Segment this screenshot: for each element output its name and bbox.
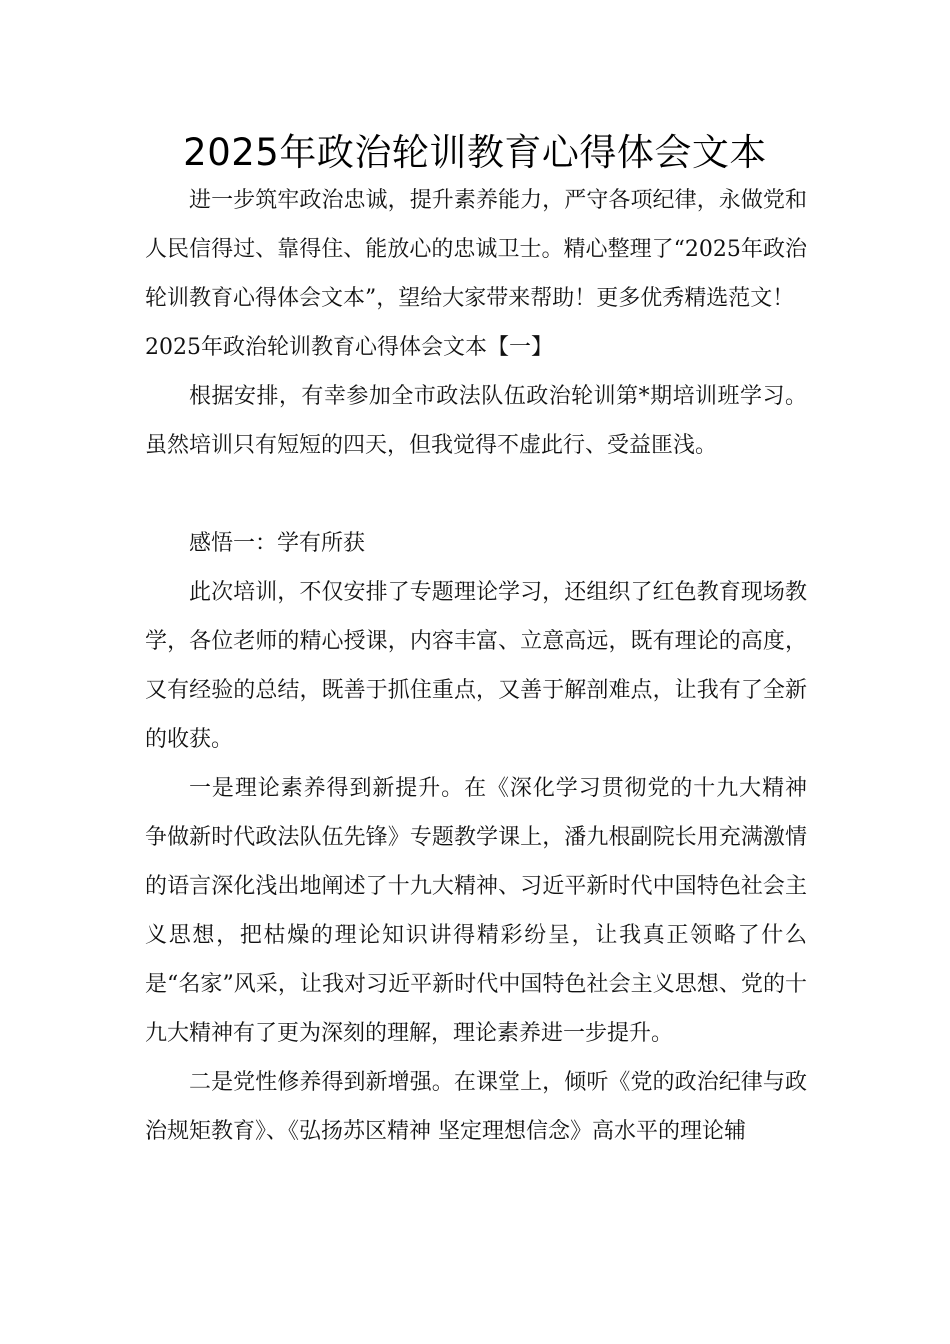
document-title: 2025年政治轮训教育心得体会文本 xyxy=(183,131,767,174)
intro-paragraph: 进一步筑牢政治忠诚，提升素养能力，严守各项纪律，永做党和人民信得过、靠得住、能放心的忠诚卫士。精心整理了“2025年政治轮训教育心得体会文本”，望给大家带来帮助！更多优秀精选范文！ xyxy=(145,188,807,311)
paragraph-3: 一是理论素养得到新提升。在《深化学习贯彻党的十九大精神 争做新时代政法队伍先锋》专题教学课上，潘九根副院长用充满激情的语言深化浅出地阐述了十九大精神、习近平新时代中国特色社会主义思想，把枯燥的理论知识讲得精彩纷呈，让我真正领略了什么是“名家”风采，让我对习近平新时代中国特色社会主义思想、党的十九大精神有了更为深刻的理解，理论素养进一步提升。 xyxy=(145,776,807,1046)
subheading: 感悟一：学有所获 xyxy=(189,531,366,556)
paragraph-2: 此次培训，不仅安排了专题理论学习，还组织了红色教育现场教学，各位老师的精心授课，内容丰富、立意高远，既有理论的高度，又有经验的总结，既善于抓住重点，又善于解剖难点，让我有了全新的收获。 xyxy=(145,580,807,752)
blank-line xyxy=(145,470,807,519)
section-heading: 2025年政治轮训教育心得体会文本【一】 xyxy=(145,335,553,360)
paragraph-4: 二是党性修养得到新增强。在课堂上，倾听《党的政治纪律与政治规矩教育》、《弘扬苏区精神 坚定理想信念》高水平的理论辅 xyxy=(145,1070,807,1144)
paragraph-1: 根据安排，有幸参加全市政法队伍政治轮训第*期培训班学习。虽然培训只有短短的四天，但我觉得不虚此行、受益匪浅。 xyxy=(145,384,807,458)
document-body xyxy=(145,176,807,1156)
